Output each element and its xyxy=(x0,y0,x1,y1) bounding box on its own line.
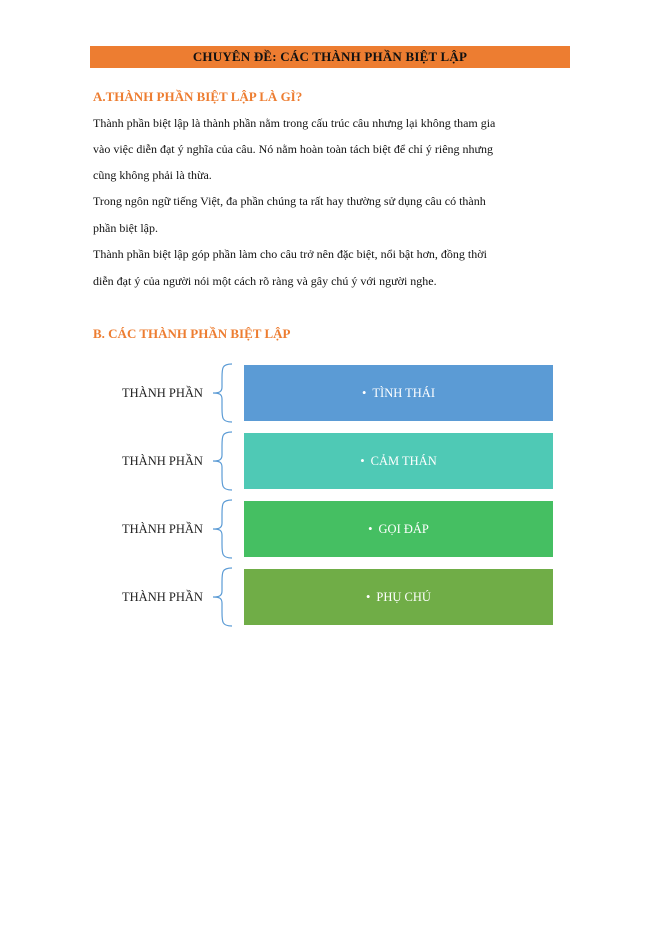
bullet-icon: • xyxy=(362,385,367,400)
component-value: PHỤ CHÚ xyxy=(376,589,431,604)
component-row xyxy=(122,362,554,424)
paragraph-line: vào việc diễn đạt ý nghĩa của câu. Nó nằm hoàn toàn tách biệt để chỉ ý riêng nhưng xyxy=(93,142,494,156)
component-row xyxy=(122,498,554,560)
section-a-heading: A.THÀNH PHẦN BIỆT LẬP LÀ GÌ? xyxy=(93,89,303,104)
component-row xyxy=(122,430,554,492)
paragraph-line: diễn đạt ý của người nói một cách rõ ràng và gây chú ý với người nghe. xyxy=(93,274,437,288)
paragraph-line: Thành phần biệt lập là thành phần nằm trong cấu trúc câu nhưng lại không tham gia xyxy=(93,116,496,130)
curly-brace-icon xyxy=(210,566,236,628)
paragraph-line: cũng không phải là thừa. xyxy=(93,168,212,182)
component-box-tinh-thai xyxy=(244,365,553,421)
component-box-goi-dap xyxy=(244,501,553,557)
component-label: THÀNH PHẦN xyxy=(122,590,203,604)
bullet-icon: • xyxy=(366,589,371,604)
component-label: THÀNH PHẦN xyxy=(122,522,203,536)
title-banner xyxy=(90,46,570,68)
curly-brace-icon xyxy=(210,362,236,424)
component-value: CẢM THÁN xyxy=(370,453,437,468)
component-value: GỌI ĐÁP xyxy=(378,521,429,536)
paragraph-line: phần biệt lập. xyxy=(93,221,158,235)
component-label: THÀNH PHẦN xyxy=(122,386,203,400)
component-row xyxy=(122,566,554,628)
paragraph-line: Trong ngôn ngữ tiếng Việt, đa phần chúng ta rất hay thường sử dụng câu có thành xyxy=(93,194,486,208)
document-title: CHUYÊN ĐỀ: CÁC THÀNH PHẦN BIỆT LẬP xyxy=(192,49,468,64)
component-box-cam-than xyxy=(244,433,553,489)
curly-brace-icon xyxy=(210,430,236,492)
curly-brace-icon xyxy=(210,498,236,560)
component-value: TÌNH THÁI xyxy=(372,385,435,400)
component-label: THÀNH PHẦN xyxy=(122,454,203,468)
section-b-heading: B. CÁC THÀNH PHẦN BIỆT LẬP xyxy=(93,326,291,341)
bullet-icon: • xyxy=(368,521,373,536)
bullet-icon: • xyxy=(360,453,365,468)
paragraph-line: Thành phần biệt lập góp phần làm cho câu trở nên đặc biệt, nổi bật hơn, đồng thời xyxy=(93,247,487,261)
component-box-phu-chu xyxy=(244,569,553,625)
